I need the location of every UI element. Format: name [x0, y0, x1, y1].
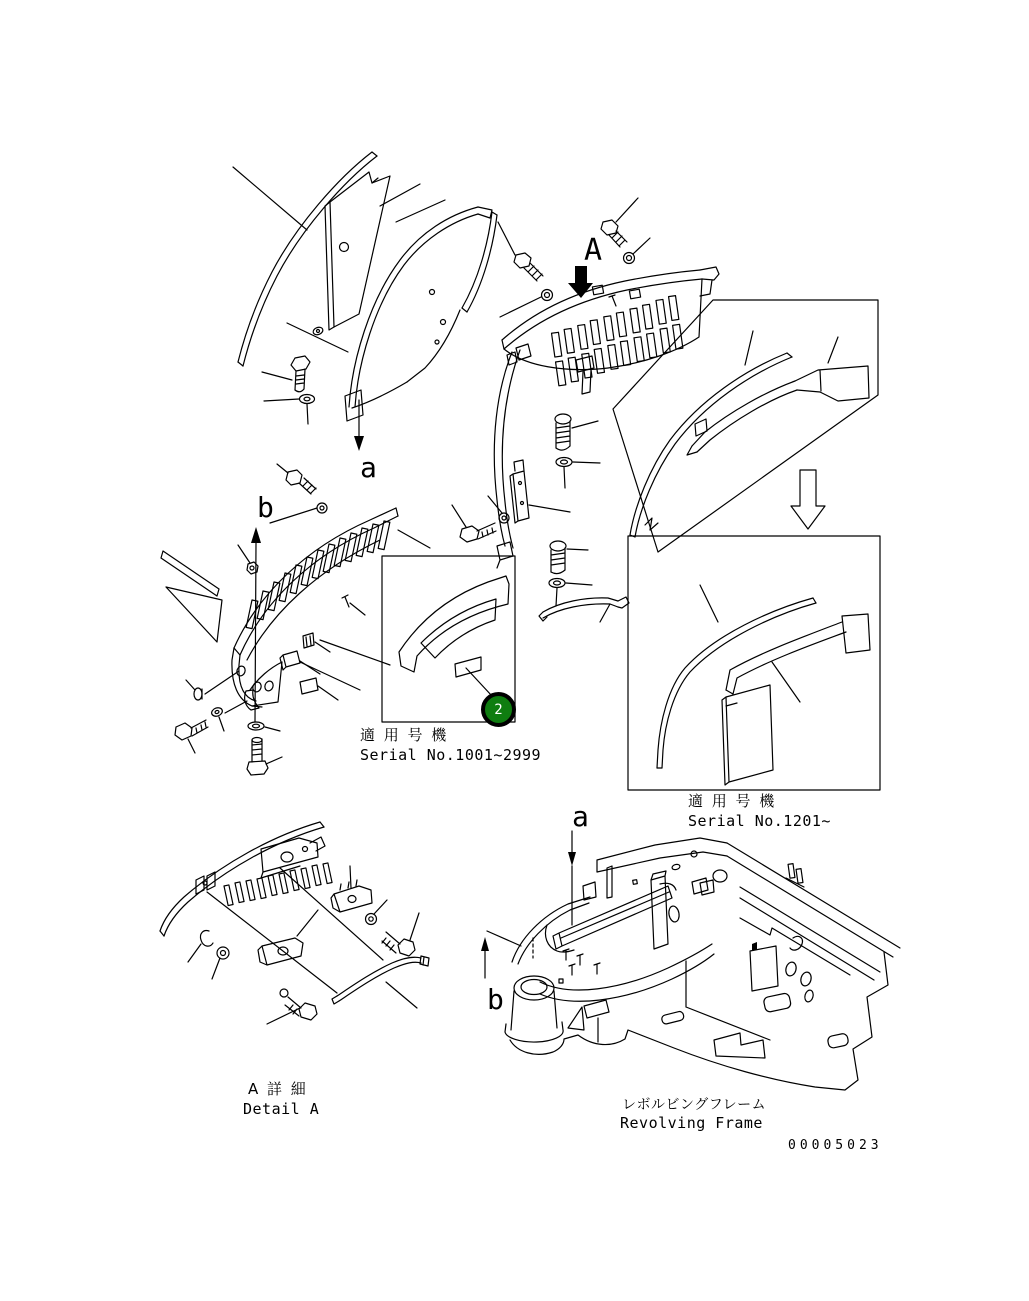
part-callout-2-number: 2 [494, 701, 503, 718]
frame-direction-b-label: b [487, 983, 504, 1016]
detail-a-caption-jp: A 詳 細 [248, 1080, 308, 1098]
clip [303, 633, 314, 648]
leader-line [265, 727, 280, 731]
leader-line [186, 680, 195, 690]
wedge-panel [166, 587, 222, 642]
leader-line [318, 686, 338, 700]
part-callout-2[interactable] [481, 692, 516, 727]
bolt [514, 253, 543, 281]
leader-line [350, 866, 351, 888]
doc-number: 00005023 [788, 1138, 883, 1153]
washer [217, 947, 229, 959]
bracket [331, 880, 372, 912]
bolt [286, 470, 316, 494]
arrow-up [481, 937, 489, 951]
leader-line [386, 982, 417, 1008]
leader-line [315, 642, 330, 652]
bracket [300, 678, 318, 694]
bolt [382, 932, 415, 956]
bolt [601, 220, 627, 247]
revolving-frame-caption-en: Revolving Frame [620, 1114, 763, 1132]
leader-line [633, 238, 650, 254]
leader-line [452, 505, 466, 527]
pin [342, 595, 349, 607]
leader-line [828, 337, 838, 363]
revolving-frame-view [481, 831, 900, 1090]
direction-a-label: a [360, 451, 377, 484]
leader-line [267, 1008, 300, 1024]
strip-bracket [510, 460, 529, 523]
leader-line [350, 603, 365, 615]
serial-note-1-jp: 適 用 号 機 [360, 726, 449, 744]
bolt [291, 356, 310, 392]
bracket [280, 651, 300, 670]
washer [556, 458, 572, 467]
serial-note-2-jp: 適 用 号 機 [688, 792, 777, 810]
washer [542, 290, 553, 301]
leader-line [188, 739, 195, 753]
bolt [175, 720, 208, 740]
arrow-down [568, 852, 576, 866]
detail-view-marker: A [584, 233, 603, 268]
bolt [555, 414, 571, 450]
inset-box-serial-new [628, 536, 880, 790]
comb-slots [224, 863, 332, 906]
bolt [550, 541, 566, 574]
leader-line [233, 167, 307, 230]
leader-line [188, 944, 201, 962]
arrow-up [251, 527, 261, 543]
serial-note-2-en: Serial No.1201~ [688, 812, 831, 830]
grille-slots [246, 521, 390, 629]
leader-line [238, 545, 250, 563]
leader-line [374, 900, 387, 914]
leader-line [225, 701, 247, 713]
grille-slots [549, 296, 686, 386]
clip [200, 931, 213, 947]
arrow-down-outline [791, 470, 825, 529]
washer [210, 706, 223, 717]
swing-cylinder [505, 976, 563, 1042]
bolt [247, 738, 268, 776]
leader-line [396, 200, 445, 222]
leader-line [745, 331, 753, 365]
leader-line [212, 958, 220, 979]
arrow-down [354, 436, 364, 451]
direction-b-label: b [257, 491, 274, 524]
washer [248, 722, 264, 730]
washer [549, 579, 565, 588]
leader-line [772, 662, 800, 702]
mount-plate [261, 837, 325, 878]
rod [332, 956, 429, 1004]
support-arm [539, 597, 629, 621]
leader-line [262, 372, 292, 380]
leader-line [572, 421, 598, 428]
leader-line [266, 757, 282, 764]
leader-line [616, 198, 638, 222]
leader-line [529, 505, 570, 512]
leader-line [500, 297, 541, 317]
upper-left-cover-assembly [233, 152, 497, 451]
detail-a-view [160, 822, 429, 1024]
leader-line [566, 583, 592, 585]
leader-line [498, 222, 515, 255]
leader-line [270, 508, 317, 523]
leader-line [277, 464, 288, 473]
leader-line [600, 604, 610, 622]
leader-line [488, 496, 502, 513]
flat-strip [161, 551, 219, 596]
frame-direction-a-label: a [572, 800, 589, 833]
washer [300, 395, 315, 404]
detail-a-caption-en: Detail A [243, 1100, 320, 1118]
leader-line [264, 399, 299, 401]
washer [366, 914, 377, 925]
inset-box-serial-old [613, 300, 878, 552]
revolving-frame-caption-jp: レボルビングフレーム [622, 1097, 767, 1113]
leader-line [410, 913, 419, 940]
leader-line [466, 668, 492, 696]
leader-line [219, 717, 224, 731]
washer [317, 503, 327, 513]
leader-line [297, 910, 318, 936]
leader-line [567, 549, 588, 550]
serial-note-1-en: Serial No.1001~2999 [360, 746, 542, 764]
clip [312, 326, 324, 336]
leader-line [300, 530, 430, 690]
leader-line [573, 462, 600, 463]
leader-line [700, 585, 718, 622]
